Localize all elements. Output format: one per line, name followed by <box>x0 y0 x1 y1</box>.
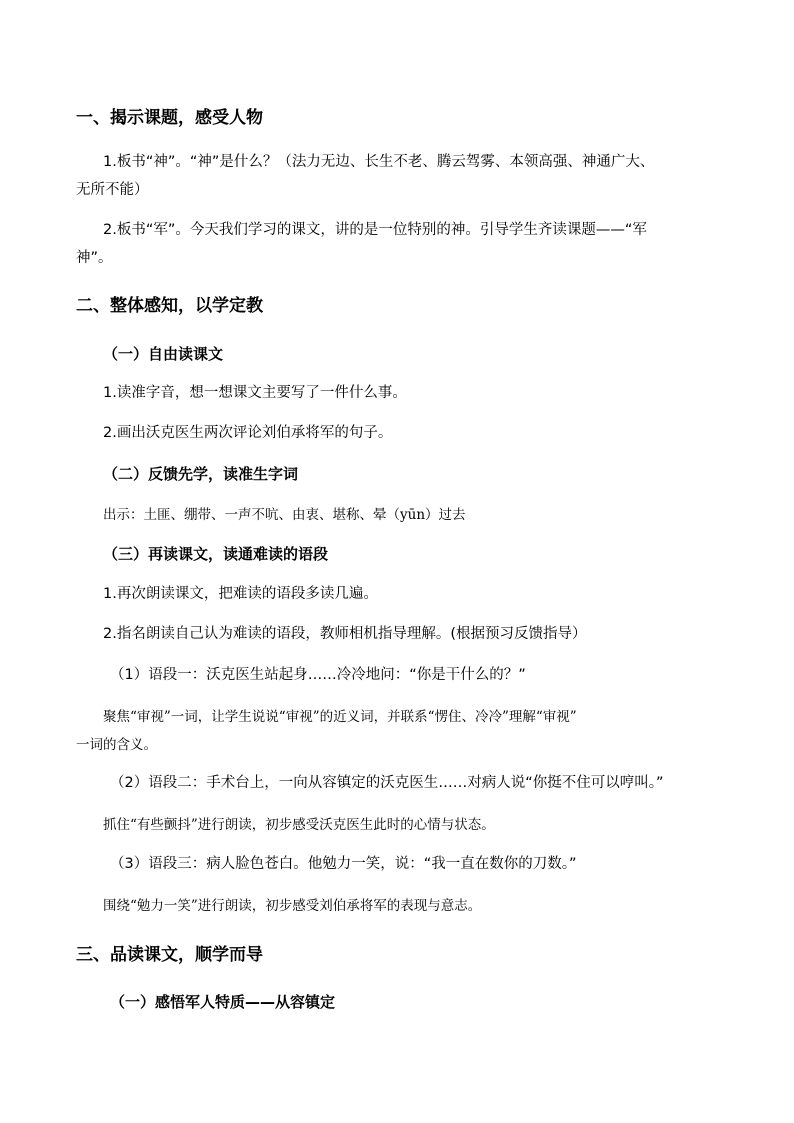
paragraph-line: 围绕“勉力一笑”进行朗读，初步感受刘伯承将军的表现与意志。 <box>103 898 482 914</box>
paragraph-line: 1.读准字音，想一想课文主要写了一件什么事。 <box>103 385 407 401</box>
subsection-heading: （二）反馈先学，读准生字词 <box>103 465 299 483</box>
section-heading-3: 三、品读课文，顺学而导 <box>76 945 263 965</box>
paragraph-line: 一词的含义。 <box>76 737 157 753</box>
paragraph-line: 抓住“有些颤抖”进行朗读，初步感受沃克医生此时的心情与状态。 <box>103 817 495 833</box>
paragraph-line: （2）语段二：手术台上，一向从容镇定的沃克医生……对病人说“你挺不住可以哼叫。” <box>110 775 664 791</box>
paragraph-line: 2.指名朗读自己认为难读的语段，教师相机指导理解。(根据预习反馈指导） <box>103 626 587 642</box>
paragraph-line: 1.再次朗读课文，把难读的语段多读几遍。 <box>103 586 378 602</box>
paragraph-line: 2.板书“军”。今天我们学习的课文，讲的是一位特别的神。引导学生齐读课题——“军 <box>103 222 647 238</box>
paragraph-line: （1）语段一：沃克医生站起身……冷冷地问：“你是干什么的？” <box>110 667 526 683</box>
paragraph-line: 1.板书“神”。“神”是什么？（法力无边、长生不老、腾云驾雾、本领高强、神通广大、 <box>103 154 655 170</box>
paragraph-line: 聚焦“审视”一词，让学生说说“审视”的近义词，并联系“愣住、冷冷”理解“审视” <box>103 709 577 725</box>
paragraph-line: （3）语段三：病人脸色苍白。他勉力一笑，说：“我一直在数你的刀数。” <box>110 856 577 872</box>
paragraph-line: 出示：土匪、绷带、一声不吭、由衷、堪称、晕（yūn）过去 <box>103 507 466 523</box>
subsection-heading: （三）再读课文，读通难读的语段 <box>103 545 329 563</box>
paragraph-line: 神”。 <box>76 250 113 266</box>
subsection-heading: （一）自由读课文 <box>103 345 224 363</box>
section-heading-2: 二、整体感知，以学定教 <box>76 296 263 316</box>
section-heading-1: 一、揭示课题，感受人物 <box>76 108 263 128</box>
paragraph-line: 2.画出沃克医生两次评论刘伯承将军的句子。 <box>103 425 393 441</box>
subsection-heading: （一）感悟军人特质——从容镇定 <box>110 993 336 1011</box>
paragraph-line: 无所不能） <box>76 182 149 198</box>
